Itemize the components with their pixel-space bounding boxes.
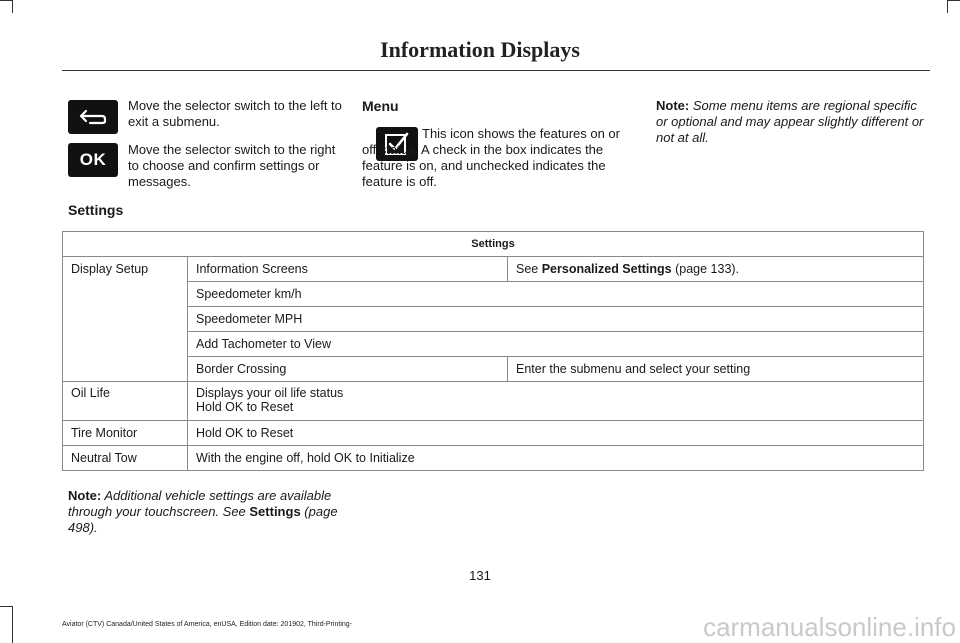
footer-edition: Aviator (CTV) Canada/United States of America, enUSA, Edition date: 201902, Third-Printing-: [62, 621, 353, 628]
settings-table: [62, 231, 924, 471]
back-description: Move the selector switch to the left to exit a submenu.: [128, 98, 342, 129]
see-prefix: See: [516, 262, 542, 276]
menu-description: This icon shows the features on or off status. A check in the box indicates the feature is on, and unchecked indicates the feature is off.: [362, 126, 620, 189]
table-title: Settings: [63, 232, 924, 257]
crop-mark: [947, 0, 948, 13]
row-label-display-setup: Display Setup: [63, 257, 188, 382]
cell-border-desc: Enter the submenu and select your setting: [508, 357, 924, 382]
note2-suffix: (page 498).: [68, 504, 338, 535]
see-suffix: (page 133).: [671, 262, 740, 276]
crop-mark: [947, 0, 960, 1]
ok-description: Move the selector switch to the right to choose and confirm settings or messages.: [128, 142, 336, 189]
note-regional: [656, 98, 928, 146]
table-row: [63, 332, 924, 357]
cell-tachometer: Add Tachometer to View: [188, 332, 924, 357]
ok-button-icon: OK: [68, 143, 118, 177]
row-label-neutral-tow: Neutral Tow: [63, 446, 188, 471]
oil-line-1: Displays your oil life status: [196, 386, 344, 400]
cell-speedometer-kmh: Speedometer km/h: [188, 282, 924, 307]
row-label-tire-monitor: Tire Monitor: [63, 421, 188, 446]
header-rule: [62, 70, 930, 71]
note2-text: Additional vehicle settings are available through your touchscreen. See: [68, 488, 332, 519]
cell-tire-desc: Hold OK to Reset: [188, 421, 924, 446]
crop-mark: [12, 0, 13, 13]
crop-mark: [12, 606, 13, 643]
table-row: [63, 446, 924, 471]
note-text: Some menu items are regional specific or optional and may appear slightly different or not at all.: [656, 98, 924, 145]
note-additional: [68, 488, 338, 536]
cell-see-personalized: [508, 257, 924, 282]
cell-information-screens: Information Screens: [188, 257, 508, 282]
table-row: [63, 257, 924, 282]
table-row: [63, 282, 924, 307]
personalized-settings-link[interactable]: Personalized Settings: [541, 262, 672, 276]
cell-border-crossing: Border Crossing: [188, 357, 508, 382]
table-row: [63, 421, 924, 446]
page-number: 131: [469, 568, 491, 583]
watermark: carmanualsonline.info: [703, 612, 956, 642]
settings-heading: Settings: [68, 202, 124, 218]
table-row: [63, 357, 924, 382]
note2-label: Note:: [68, 488, 102, 503]
back-arrow-icon: [68, 100, 118, 134]
table-row: [63, 382, 924, 421]
cell-oil-life: [188, 382, 924, 421]
cell-speedometer-mph: Speedometer MPH: [188, 307, 924, 332]
settings-link[interactable]: Settings: [249, 504, 301, 519]
row-label-oil-life: Oil Life: [63, 382, 188, 421]
note-label: Note:: [656, 98, 690, 113]
oil-line-2: Hold OK to Reset: [196, 400, 294, 414]
table-row: [63, 307, 924, 332]
page-title: Information Displays: [380, 37, 580, 62]
menu-heading: Menu: [362, 98, 399, 114]
cell-neutral-desc: With the engine off, hold OK to Initialize: [188, 446, 924, 471]
